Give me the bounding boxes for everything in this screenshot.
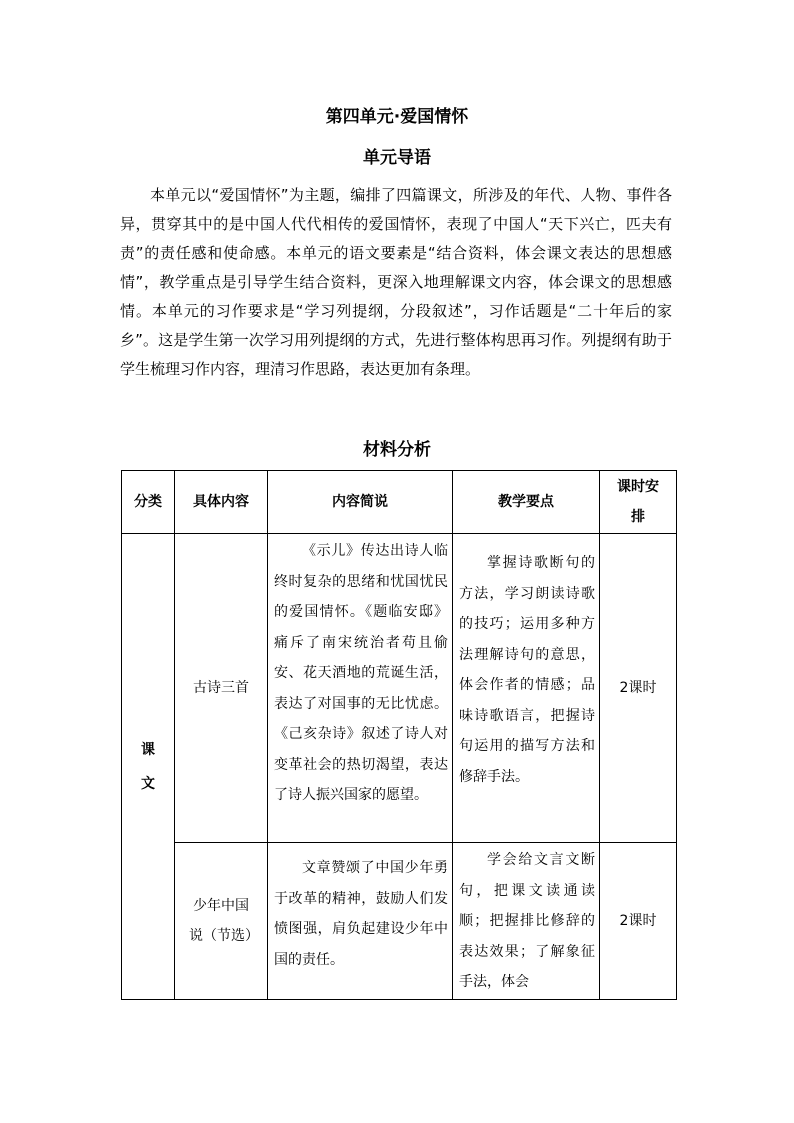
header-content: 具体内容 (175, 471, 268, 534)
header-summary: 内容简说 (268, 471, 453, 534)
header-hours (600, 471, 677, 534)
unit-intro-paragraph: 本单元以“爱国情怀”为主题，编排了四篇课文，所涉及的年代、人物、事件各异，贯穿其中的是中国人代代相传的爱国情怀，表现了中国人“天下兴亡，匹夫有责”的责任感和使命感。本单元的语文要素是“结合资料，体会课文表达的思想感情”，教学重点是引导学生结合资料，更深入地理解课文内容，体会课文的思想感情。本单元的习作要求是“学习列提纲，分段叙述”，习作话题是“二十年后的家乡”。这是学生第一次学习用列提纲的方式，先进行整体构思再习作。列提纲有助于学生梳理习作内容，理清习作思路，表达更加有条理。 (120, 186, 672, 378)
unit-title: 第四单元·爱国情怀 (325, 107, 469, 127)
row-hours-cell: 2课时 (600, 534, 677, 843)
header-teaching-points: 教学要点 (453, 471, 600, 534)
row-summary-text: 《示儿》传达出诗人临终时复杂的思绪和忧国忧民的爱国情怀。《题临安邸》痛斥了南宋统治者苟且偷安、花天酒地的荒诞生活，表达了对国事的无比忧虑。《己亥杂诗》叙述了诗人对变革社会的热切渴望，表达了诗人振兴国家的愿望。 (274, 543, 448, 803)
row-summary-cell (268, 534, 453, 843)
row-item-cell: 古诗三首 (175, 534, 268, 843)
table-row (122, 843, 677, 1000)
material-analysis-heading: 材料分析 (363, 440, 431, 460)
row-points-cell (453, 843, 600, 1000)
row-summary-text: 文章赞颂了中国少年勇于改革的精神，鼓励人们发愤图强，肩负起建设少年中国的责任。 (274, 860, 448, 968)
row-points-cell (453, 534, 600, 843)
row-hours-cell: 2课时 (600, 843, 677, 1000)
unit-intro-heading: 单元导语 (363, 148, 431, 168)
header-hours-label: 课时安排 (617, 479, 659, 525)
row-item-text: 少年中国说（节选） (189, 897, 259, 944)
row-summary-cell (268, 843, 453, 1000)
category-cell (122, 534, 175, 1000)
row-points-text: 掌握诗歌断句的方法，学习朗读诗歌的技巧；运用多种方法理解诗句的意思，体会作者的情感；品味诗歌语言，把握诗句运用的描写方法和修辞手法。 (459, 555, 595, 785)
category-label: 课文 (141, 741, 155, 792)
row-points-text: 学会给文言文断句，把课文读通读顺；把握排比修辞的表达效果；了解象征手法，体会 (459, 852, 595, 990)
material-analysis-table (121, 470, 677, 1000)
table-header-row (122, 471, 677, 534)
row-item-cell (175, 843, 268, 1000)
table-row (122, 534, 677, 843)
header-category: 分类 (122, 471, 175, 534)
